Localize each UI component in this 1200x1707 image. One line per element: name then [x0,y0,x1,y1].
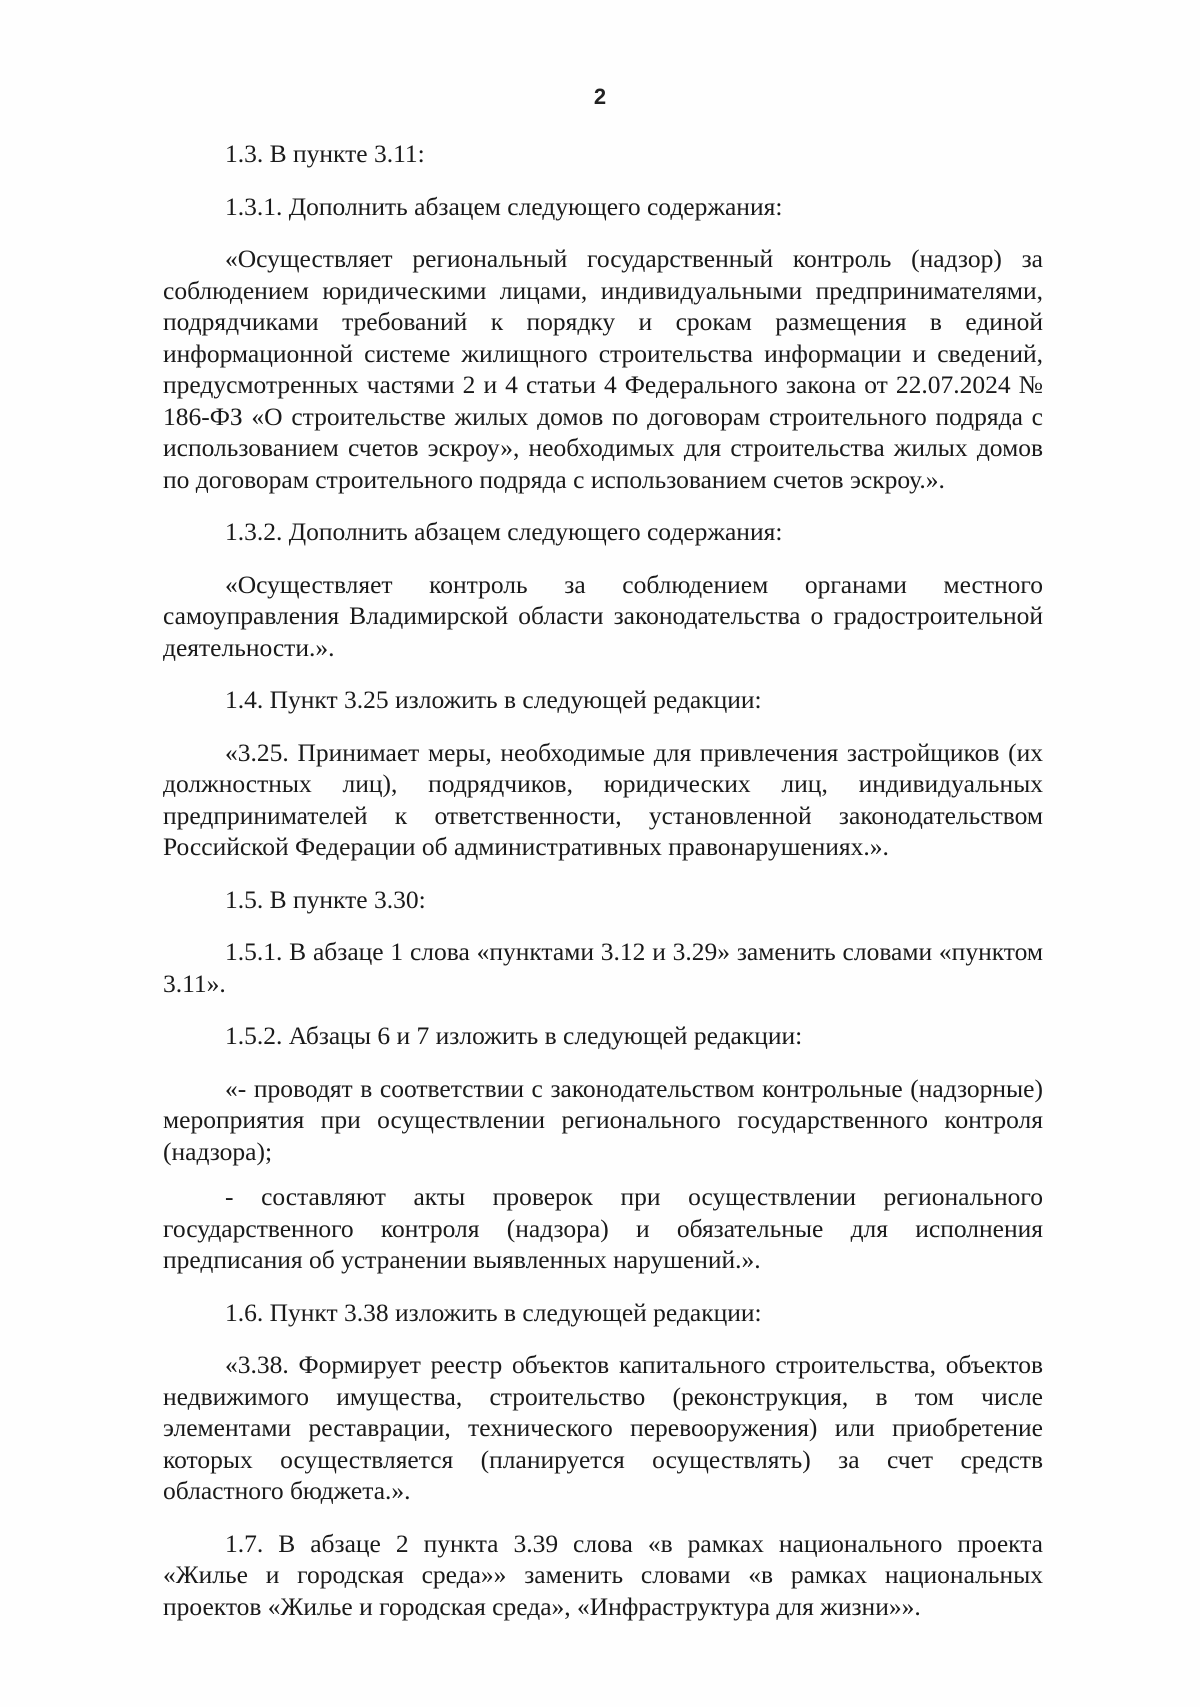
paragraph-1-5-2-item-1: «- проводят в соответствии с законодательством контрольные (надзорные) мероприятия при осуществлении регионального государственного контроля (надзора); [163,1073,1043,1166]
paragraph-1-5-1: 1.5.1. В абзаце 1 слова «пунктами 3.12 и 3.29» заменить словами «пунктом 3.11». [163,937,1043,998]
page-number: 2 [593,84,607,109]
paragraph-1-5: 1.5. В пункте 3.30: [225,884,426,914]
paragraph-1-5-2-item-2: - составляют акты проверок при осуществлении регионального государственного контроля (надзора) и обязательные для исполнения предписания об устранении выявленных нарушений.». [163,1182,1043,1274]
paragraph-1-3: 1.3. В пункте 3.11: [225,139,425,168]
paragraph-1-4: 1.4. Пункт 3.25 изложить в следующей редакции: [225,685,762,714]
paragraph-1-4-text: «3.25. Принимает меры, необходимые для привлечения застройщиков (их должностных лиц), подрядчиков, юридических лиц, индивидуальных предпринимателей к ответственности, установленной законодательством Российской Федерации об административных правонарушениях.». [163,737,1043,861]
paragraph-1-5-2: 1.5.2. Абзацы 6 и 7 изложить в следующей редакции: [225,1021,803,1050]
document-body [163,138,1043,1643]
paragraph-1-3-2-text: «Осуществляет контроль за соблюдением органами местного самоуправления Владимирской области законодательства о градостроительной деятельности.». [163,569,1043,662]
paragraph-1-3-1: 1.3.1. Дополнить абзацем следующего содержания: [225,191,783,221]
paragraph-1-6: 1.6. Пункт 3.38 изложить в следующей редакции: [225,1297,762,1327]
paragraph-1-3-1-text: «Осуществляет региональный государственный контроль (надзор) за соблюдением юридическими лицами, индивидуальными предпринимателями, подрядчиками требований к порядку и срокам размещения в единой информационной системе жилищного строительства информации и сведений, предусмотренных частями 2 и 4 статьи 4 Федерального закона от 22.07.2024 № 186-ФЗ «О строительстве жилых домов по договорам строительного подряда с использованием счетов эскроу», необходимых для строительства жилых домов по договорам строительного подряда с использованием счетов эскроу.». [163,244,1043,494]
paragraph-1-6-text: «3.38. Формирует реестр объектов капитального строительства, объектов недвижимого имущества, строительство (реконструкция, в том числе элементами реставрации, технического перевооружения) или приобретение которых осуществляется (планируется осуществлять) за счет средств областного бюджета.». [163,1350,1043,1505]
paragraph-1-7: 1.7. В абзаце 2 пункта 3.39 слова «в рамках национального проекта «Жилье и городская среда»» заменить словами «в рамках национальных проектов «Жилье и городская среда», «Инфраструктура для жизни»». [163,1528,1043,1621]
paragraph-1-3-2: 1.3.2. Дополнить абзацем следующего содержания: [225,517,783,546]
